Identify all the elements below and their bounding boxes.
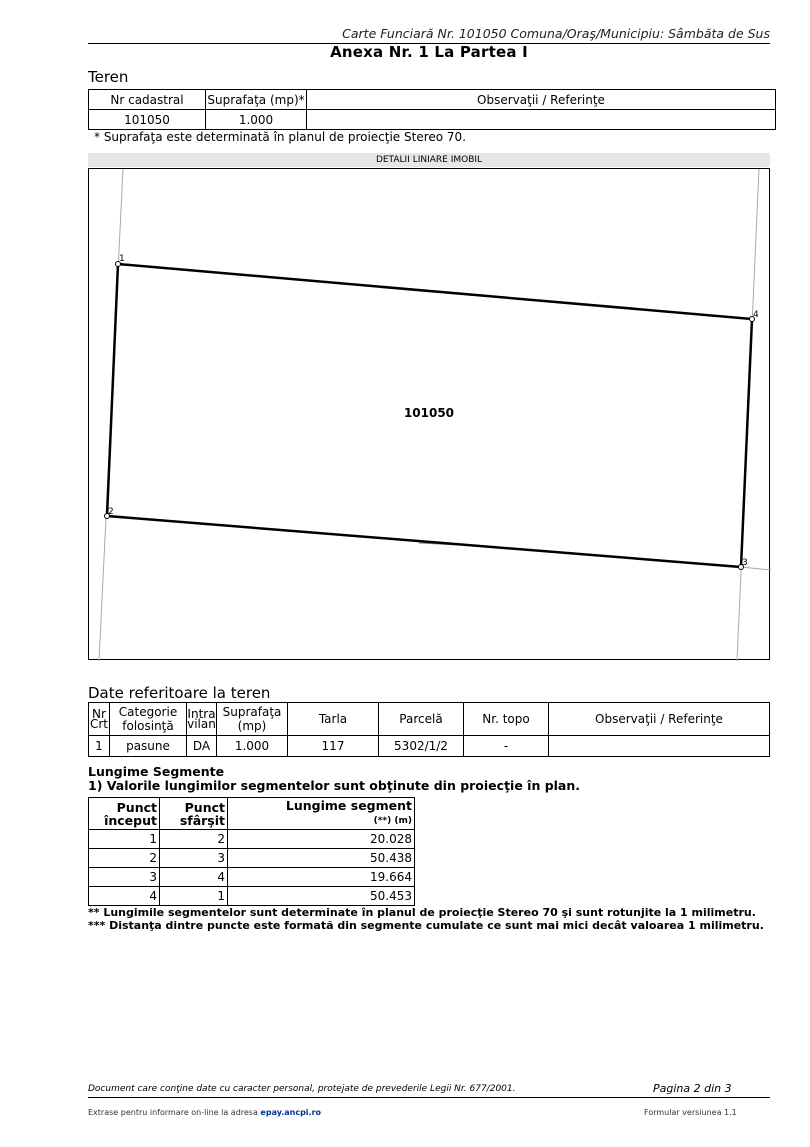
footer-disclaimer: Document care conţine date cu caracter personal, protejate de prevederile Legii Nr. 677/2001. xyxy=(88,1084,516,1094)
cell-length: 19.664 xyxy=(228,868,415,887)
table-row xyxy=(89,868,415,887)
table-row xyxy=(89,887,415,906)
map-title-bar: DETALII LINIARE IMOBIL xyxy=(88,153,770,167)
cell-length: 50.453 xyxy=(228,887,415,906)
col-punct-sfarsit: Punct sfârşit xyxy=(160,798,228,830)
parcel-map-drawing xyxy=(89,169,771,661)
cell-nr-crt: 1 xyxy=(89,736,110,757)
table-row xyxy=(89,736,770,757)
cell-length: 20.028 xyxy=(228,830,415,849)
point-label-4: 4 xyxy=(753,310,759,320)
parcel-id-label: 101050 xyxy=(403,406,455,420)
point-label-3: 3 xyxy=(742,558,748,568)
cell-start: 2 xyxy=(89,849,160,868)
segments-table xyxy=(88,797,415,906)
footer-extract-link[interactable]: epay.ancpi.ro xyxy=(260,1108,322,1117)
cell-suprafata: 1.000 xyxy=(217,736,288,757)
teren-table xyxy=(88,89,776,130)
point-label-2: 2 xyxy=(108,507,114,517)
cell-intravilan: DA xyxy=(187,736,217,757)
table-row xyxy=(89,849,415,868)
cell-suprafata: 1.000 xyxy=(206,110,307,130)
form-version: Formular versiunea 1.1 xyxy=(644,1108,737,1117)
cell-nr-cadastral: 101050 xyxy=(89,110,206,130)
segments-subtitle: 1) Valorile lungimilor segmentelor sunt obţinute din proiecţie în plan. xyxy=(88,778,581,793)
annex-title: Anexa Nr. 1 La Partea I xyxy=(330,43,528,61)
cell-start: 3 xyxy=(89,868,160,887)
cell-end: 4 xyxy=(160,868,228,887)
col-nr-cadastral: Nr cadastral xyxy=(89,90,206,110)
col-lungime xyxy=(228,798,415,830)
cell-length: 50.438 xyxy=(228,849,415,868)
col-categorie: Categorie folosinţă xyxy=(110,703,187,736)
date-teren-table xyxy=(88,702,770,757)
col-observatii: Observaţii / Referinţe xyxy=(307,90,776,110)
col-nr-topo: Nr. topo xyxy=(464,703,549,736)
cell-categorie: pasune xyxy=(110,736,187,757)
footer-extract-info xyxy=(88,1108,321,1117)
col-nr-crt: Nr Crt xyxy=(89,703,110,736)
col-tarla: Tarla xyxy=(288,703,379,736)
col-suprafata: Suprafaţa (mp)* xyxy=(206,90,307,110)
cell-parcela: 5302/1/2 xyxy=(379,736,464,757)
point-label-1: 1 xyxy=(119,254,125,264)
cell-nr-topo: - xyxy=(464,736,549,757)
col-lungime-label: Lungime segment xyxy=(285,798,412,813)
cell-observatii xyxy=(549,736,770,757)
cell-start: 1 xyxy=(89,830,160,849)
parcel-map xyxy=(88,168,770,660)
col-intravilan: Intra vilan xyxy=(187,703,217,736)
col-parcela: Parcelă xyxy=(379,703,464,736)
col-suprafata: Suprafaţa (mp) xyxy=(217,703,288,736)
document-header-title: Carte Funciară Nr. 101050 Comuna/Oraş/Municipiu: Sâmbăta de Sus xyxy=(342,26,770,41)
segments-footnote-rounding: ** Lungimile segmentelor sunt determinate în planul de proiecţie Stereo 70 şi sunt rotunjite la 1 milimetru. xyxy=(88,906,756,919)
date-teren-heading: Date referitoare la teren xyxy=(88,684,271,702)
segments-title: Lungime Segmente xyxy=(88,764,225,779)
cell-end: 3 xyxy=(160,849,228,868)
col-punct-inceput: Punct început xyxy=(89,798,160,830)
col-observatii: Observaţii / Referinţe xyxy=(549,703,770,736)
footer-extract-text: Extrase pentru informare on-line la adresa xyxy=(88,1108,258,1117)
surface-note: * Suprafaţa este determinată în planul de proiecţie Stereo 70. xyxy=(94,130,467,144)
cell-observatii xyxy=(307,110,776,130)
footer-divider xyxy=(88,1097,770,1098)
cell-end: 1 xyxy=(160,887,228,906)
col-lungime-unit: (**) (m) xyxy=(373,816,412,826)
cell-start: 4 xyxy=(89,887,160,906)
page-number: Pagina 2 din 3 xyxy=(653,1082,732,1095)
cell-tarla: 117 xyxy=(288,736,379,757)
table-row xyxy=(89,110,776,130)
teren-heading: Teren xyxy=(88,68,129,86)
table-row xyxy=(89,830,415,849)
segments-footnote-distance: *** Distanţa dintre puncte este formată din segmente cumulate ce sunt mai mici decât valoarea 1 milimetru. xyxy=(88,919,764,932)
cell-end: 2 xyxy=(160,830,228,849)
